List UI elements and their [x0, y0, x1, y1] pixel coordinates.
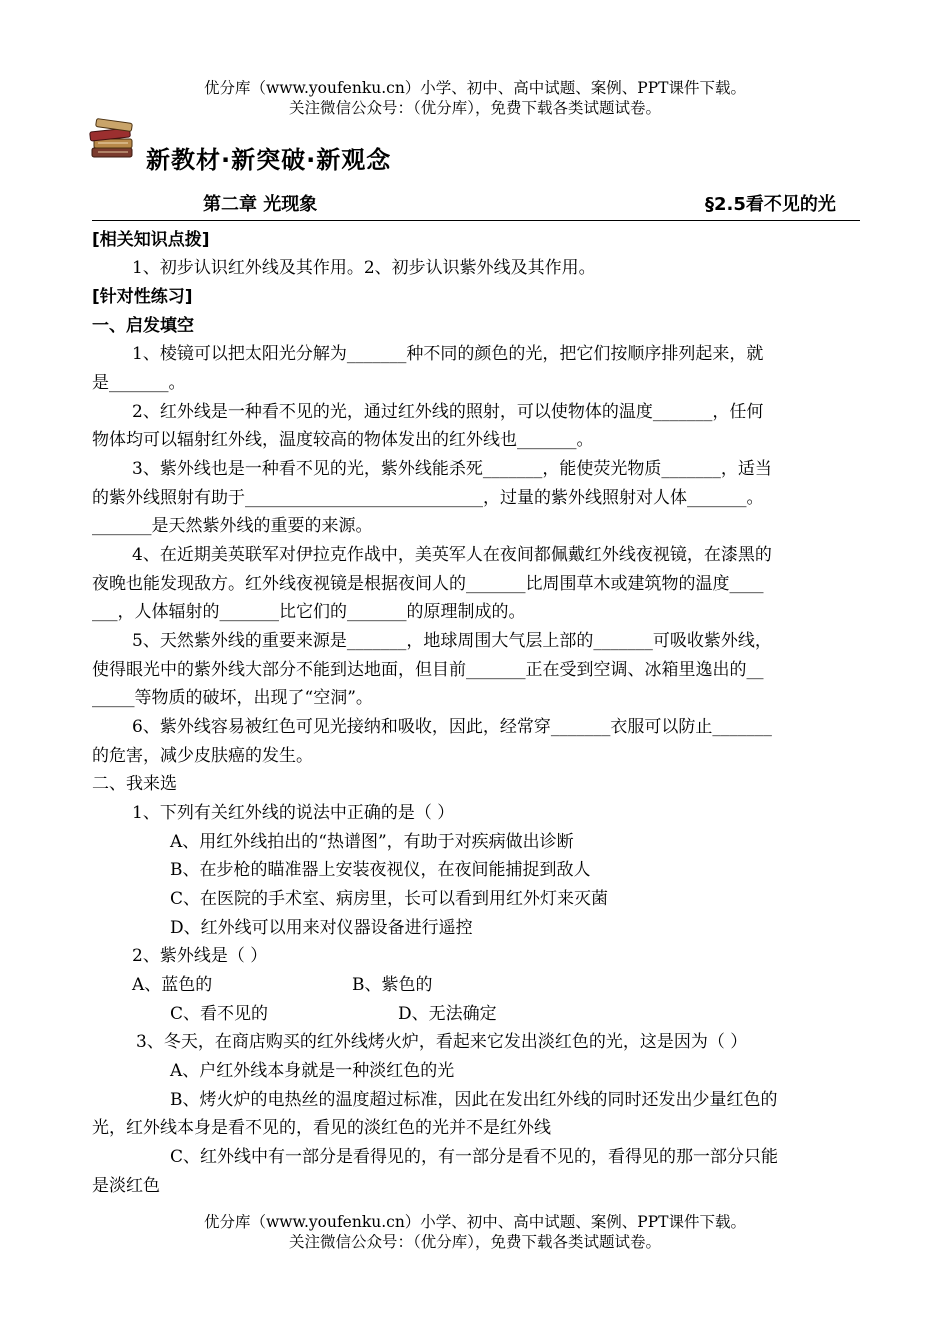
fill-line: ___，人体辐射的_______比它们的_______的原理制成的。 [92, 602, 526, 622]
footer-line-1: 优分库（www.youfenku.cn）小学、初中、高中试题、案例、PPT课件下载。 [203, 1213, 747, 1231]
question-3-option-b-cont: 光，红外线本身是看不见的，看见的淡红色的光并不是红外线 [92, 1118, 551, 1138]
fill-line: 夜晚也能发现敌方。红外线夜视镜是根据夜间人的_______比周围草木或建筑物的温度____ [92, 574, 764, 594]
question-2-option-c: C、看不见的 [170, 1004, 269, 1024]
footer-line-2: 关注微信公众号：（优分库），免费下载各类试题试卷。 [288, 1233, 661, 1251]
question-3-option-b: B、烤火炉的电热丝的温度超过标准，因此在发出红外线的同时还发出少量红色的 [170, 1090, 778, 1110]
practice-heading: [针对性练习] [92, 287, 193, 307]
books-icon [88, 118, 140, 162]
part2-heading: 二、我来选 [92, 774, 177, 794]
fill-line: 2、红外线是一种看不见的光，通过红外线的照射，可以使物体的温度_______，任何 [132, 402, 764, 422]
header-line-1: 优分库（www.youfenku.cn）小学、初中、高中试题、案例、PPT课件下载。 [203, 79, 747, 97]
question-1-option-b: B、在步枪的瞄准器上安装夜视仪，在夜间能捕捉到敌人 [170, 860, 591, 880]
question-3-option-c-cont: 是淡红色 [92, 1176, 160, 1196]
fill-line: 的危害，减少皮肤癌的发生。 [92, 746, 313, 766]
fill-line: 物体均可以辐射红外线，温度较高的物体发出的红外线也_______。 [92, 430, 594, 450]
fill-line: 4、在近期美英联军对伊拉克作战中，美英军人在夜间都佩戴红外线夜视镜，在漆黑的 [132, 545, 772, 565]
section-title: §2.5看不见的光 [705, 194, 836, 215]
question-3-option-c: C、红外线中有一部分是看得见的，有一部分是看不见的，看得见的那一部分只能 [170, 1147, 779, 1167]
fill-line: _____等物质的破坏，出现了“空洞”。 [92, 688, 373, 708]
fill-line: 1、棱镜可以把太阳光分解为_______种不同的颜色的光，把它们按顺序排列起来，就 [132, 344, 764, 364]
header-line-2: 关注微信公众号：（优分库），免费下载各类试题试卷。 [288, 99, 661, 117]
question-1-stem: 1、下列有关红外线的说法中正确的是（ ） [132, 803, 455, 823]
question-1-option-a: A、用红外线拍出的“热谱图”，有助于对疾病做出诊断 [170, 832, 574, 852]
knowledge-text: 1、初步认识红外线及其作用。2、初步认识紫外线及其作用。 [132, 258, 596, 278]
fill-line: 是_______。 [92, 373, 186, 393]
question-3-option-a: A、户红外线本身就是一种淡红色的光 [170, 1061, 455, 1081]
question-2-stem: 2、紫外线是（ ） [132, 946, 268, 966]
fill-line: _______是天然紫外线的重要的来源。 [92, 516, 373, 536]
question-2-option-d: D、无法确定 [398, 1004, 497, 1024]
banner [88, 118, 588, 174]
fill-line: 3、紫外线也是一种看不见的光，紫外线能杀死_______，能使荧光物质_______，适当 [132, 459, 772, 479]
banner-title: 新教材·新突破·新观念 [146, 146, 392, 174]
question-2-option-b: B、紫色的 [352, 975, 433, 995]
question-1-option-c: C、在医院的手术室、病房里，长可以看到用红外灯来灭菌 [170, 889, 609, 909]
chapter-title: 第二章 光现象 [203, 194, 318, 215]
question-1-option-d: D、红外线可以用来对仪器设备进行遥控 [170, 918, 473, 938]
part1-heading: 一、启发填空 [92, 316, 194, 336]
fill-line: 使得眼光中的紫外线大部分不能到达地面，但目前_______正在受到空调、冰箱里逸出的__ [92, 660, 764, 680]
fill-line: 的紫外线照射有助于____________________________，过量的紫外线照射对人体_______。 [92, 488, 764, 508]
fill-line: 6、紫外线容易被红色可见光接纳和吸收，因此，经常穿_______衣服可以防止_______ [132, 717, 772, 737]
question-2-option-a: A、蓝色的 [132, 975, 213, 995]
question-3-stem: 3、冬天，在商店购买的红外线烤火炉，看起来它发出淡红色的光，这是因为（ ） [136, 1032, 748, 1052]
fill-line: 5、天然紫外线的重要来源是_______，地球周围大气层上部的_______可吸收紫外线， [132, 631, 772, 651]
knowledge-heading: [相关知识点拨] [92, 230, 210, 250]
header-divider [92, 220, 860, 221]
